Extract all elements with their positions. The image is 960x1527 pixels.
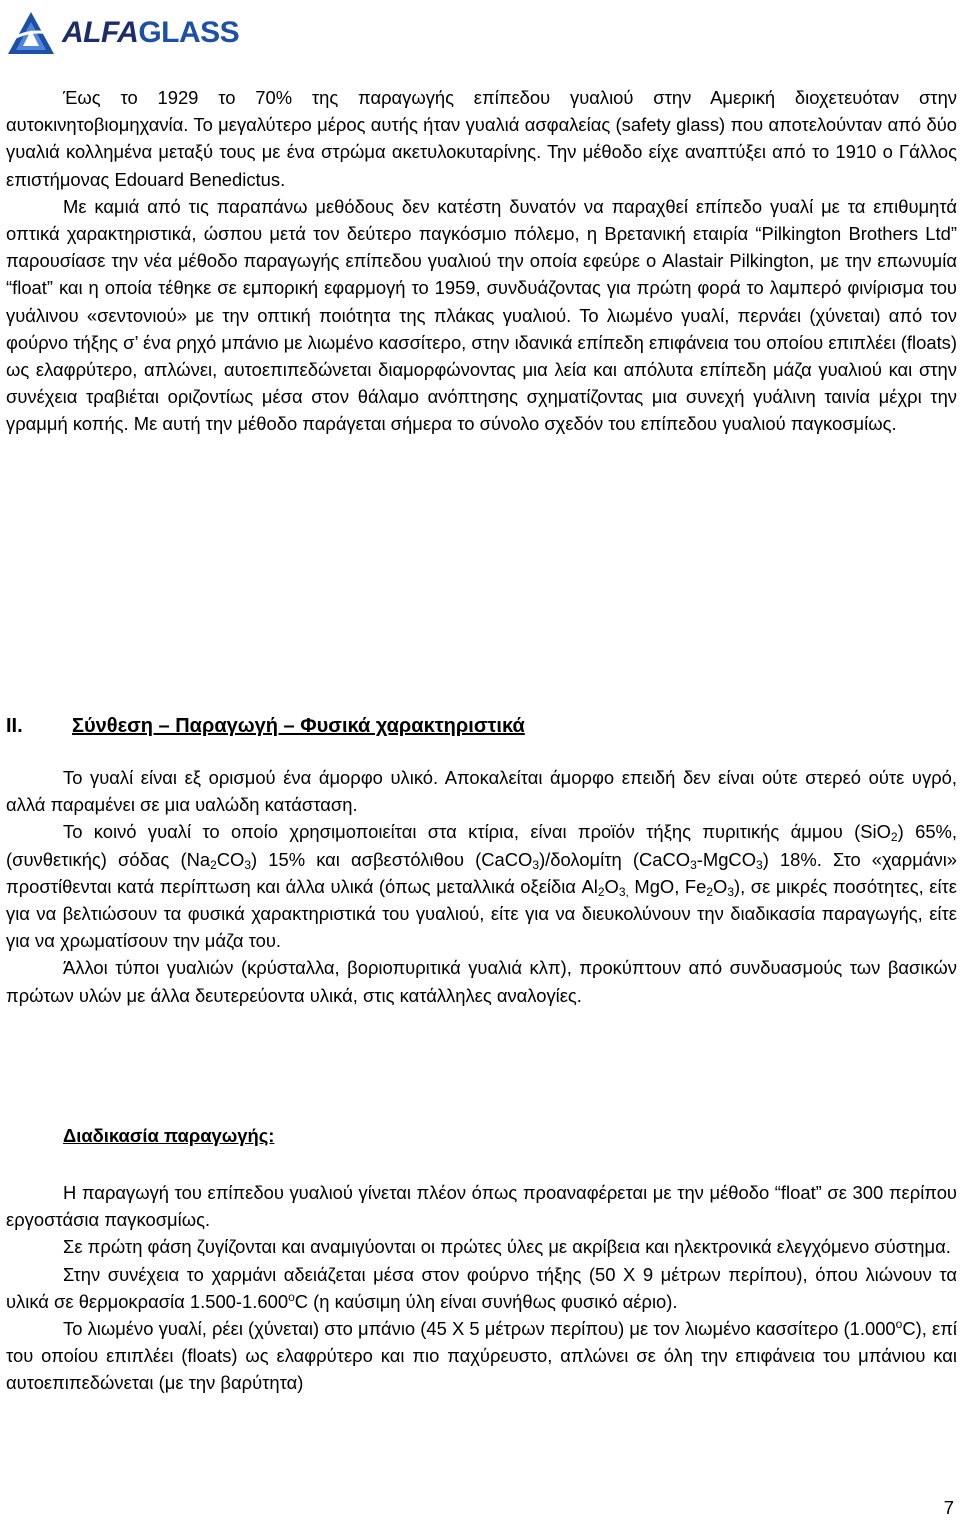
- intro-paragraph-1: Έως το 1929 το 70% της παραγωγής επίπεδου γυαλιού στην Αμερική διοχετευόταν στην αυτοκινητοβιομηχανία. Το μεγαλύτερο μέρος αυτής ήταν γυαλιά ασφαλείας (safety glass) που αποτελούνταν από δύο γυαλιά κολλημένα μεταξύ τους με ένα στρώμα ακετυλοκυταρίνης. Την μέθοδο είχε αναπτύξει από το 1910 ο Γάλλος επιστήμονας Edouard Benedictus.: [6, 87, 957, 190]
- process-paragraph-1: Η παραγωγή του επίπεδου γυαλιού γίνεται πλέον όπως προαναφέρεται με την μέθοδο “float” σε 300 περίπου εργοστάσια παγκοσμίως.: [6, 1182, 957, 1231]
- intro-paragraph-2: Με καμιά από τις παραπάνω μεθόδους δεν κατέστη δυνατόν να παραχθεί επίπεδο γυαλί με τα επιθυμητά οπτικά χαρακτηριστικά, ώσπου μετά τον δεύτερο παγκόσμιο πόλεμο, η Βρετανική εταιρία “Pilkington Brothers Ltd” παρουσίασε την νέα μέθοδο παραγωγής επίπεδου γυαλιού την οποία εφεύρε ο Alastair Pilkington, με την επωνυμία “float” και η οποία τέθηκε σε εμπορική εφαρμογή το 1959, συνδυάζοντας για πρώτη φορά το λαμπερό φινίρισμα του γυάλινου «σεντονιού» με την οπτική ποιότητα της πλάκας γυαλιού. Το λιωμένο γυαλί, περνάει (χύνεται) από τον φούρνο τήξης σ’ ένα ρηχό μπάνιο με λιωμένο κασσίτερο, στην ιδανικά επίπεδη επιφάνεια του οποίου επιπλέει (floats) ως ελαφρύτερο, απλώνει, αυτοεπιπεδώνεται διαμορφώνοντας μια λεία και απόλυτα επίπεδη μάζα γυαλιού και στην συνέχεια τραβιέται οριζοντίως μέσα στον θάλαμο ανόπτησης σχηματίζοντας μια συνεχή γυάλινη ταινία μέχρι την γραμμή κοπής. Με αυτή την μέθοδο παράγεται σήμερα το σύνολο σχεδόν του επίπεδου γυαλιού παγκοσμίως.: [6, 195, 957, 435]
- section-paragraph-1: Το γυαλί είναι εξ ορισμού ένα άμορφο υλικό. Αποκαλείται άμορφο επειδή δεν είναι ούτε στερεό ούτε υγρό, αλλά παραμένει σε μια υαλώδη κατάσταση.: [6, 767, 957, 816]
- section-heading: [6, 712, 957, 740]
- section-paragraph-3: Άλλοι τύποι γυαλιών (κρύσταλλα, βοριοπυριτικά γυαλιά κλπ), προκύπτουν από συνδυασμούς των βασικών πρώτων υλών με άλλα δευτερεύοντα υλικά, στις κατάλληλες αναλογίες.: [6, 957, 957, 1006]
- process-paragraph-4: Το λιωμένο γυαλί, ρέει (χύνεται) στο μπάνιο (45 Χ 5 μέτρων περίπου) με τον λιωμένο κασσίτερο (1.000$^o$C), επί του οποίου επιπλέει (floats) ως ελαφρύτερο και πιο παχύρευστο, απλώνει σε όλη την επιφάνεια του μπάνιου και αυτοεπιπεδώνεται (με την βαρύτητα): [6, 1317, 957, 1394]
- section-title: Σύνθεση – Παραγωγή – Φυσικά χαρακτηριστικά: [72, 715, 525, 737]
- intro-block: [6, 84, 957, 438]
- process-block: [6, 1122, 957, 1397]
- section-number: II.: [6, 715, 23, 737]
- section-paragraph-2: Το κοινό γυαλί το οποίο χρησιμοποιείται στα κτίρια, είναι προϊόν τήξης πυριτικής άμμου (SiO$_2$) 65%, (συνθετικής) σόδας $(Na_2CO_3)$ 15% και ασβεστόλιθου (CaCO$_3$)/δολομίτη (CaCO$_3$-MgCO$_3$) 18%. Στο «χαρμάνι» προστίθενται κατά περίπτωση και άλλα υλικά (όπως μεταλλικά οξείδια $Al_2O_{3,}$ MgO, $Fe_2O_3$), σε μικρές ποσότητες, είτε για να βελτιώσουν τα φυσικά χαρακτηριστικά του γυαλιού, είτε για να διευκολύνουν την διαδικασία παραγωγής, είτε για να χρωματίσουν την μάζα του.: [6, 821, 958, 952]
- process-heading: Διαδικασία παραγωγής:: [63, 1125, 275, 1146]
- process-paragraph-2: Σε πρώτη φάση ζυγίζονται και αναμιγύονται οι πρώτες ύλες με ακρίβεια και ηλεκτρονικά ελεγχόμενο σύστημα.: [63, 1236, 951, 1258]
- company-logo: [6, 10, 239, 56]
- logo-wordmark: ALFAGLASS: [62, 16, 240, 49]
- process-paragraph-3: Στην συνέχεια το χαρμάνι αδειάζεται μέσα στον φούρνο τήξης (50 Χ 9 μέτρων περίπου), όπου λιώνουν τα υλικά σε θερμοκρασία 1.500-1.600$^o$C (η καύσιμη ύλη είναι συνήθως φυσικό αέριο).: [6, 1263, 957, 1312]
- alfaglass-logo-icon: [6, 10, 56, 56]
- section-block: [6, 712, 957, 1009]
- page-number: 7: [943, 1497, 954, 1518]
